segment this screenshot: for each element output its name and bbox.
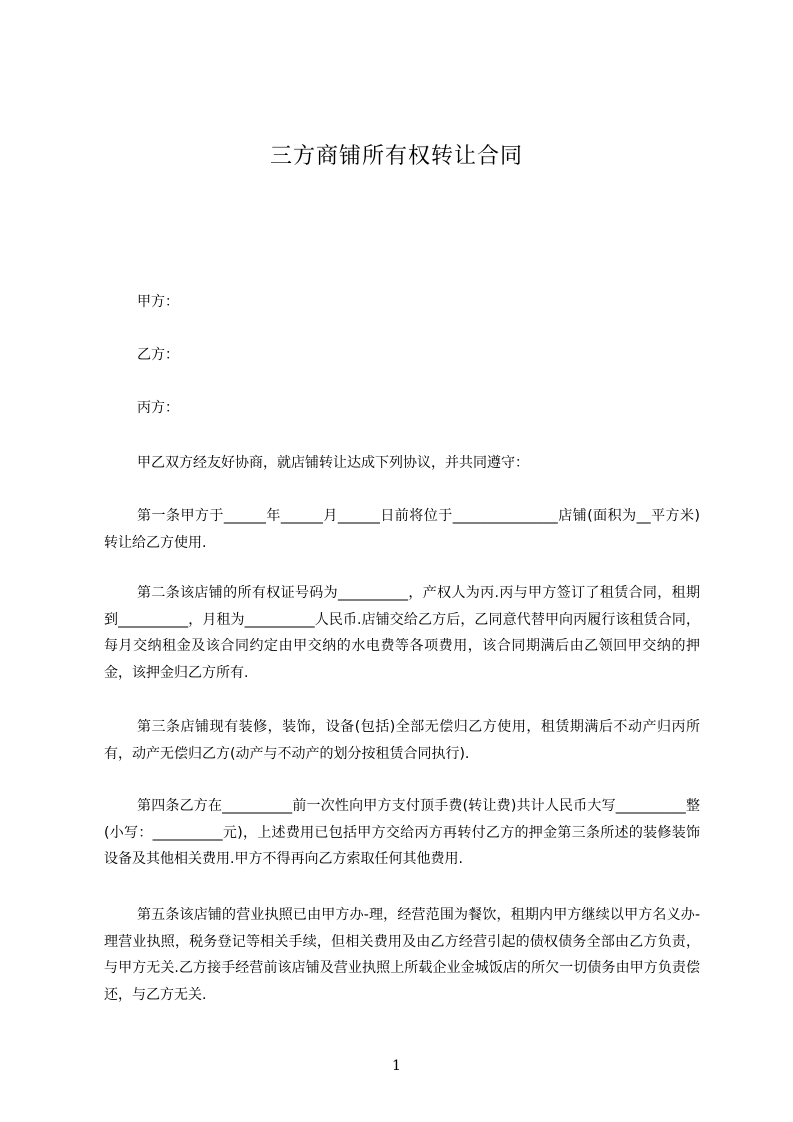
party-a-label: 甲方： [137,294,179,310]
article-3: 第三条店铺现有装修，装饰，设备(包括)全部无偿归乙方使用，租赁期满后不动产归丙所有，动产无偿归乙方(动产与不动产的划分按租赁合同执行). [104,719,700,762]
article-2: 第二条该店铺的所有权证号码为__________，产权人为丙.丙与甲方签订了租赁合同，租期到__________，月租为__________人民币.店铺交给乙方后，乙同意代替甲向丙履行该租赁合同，每月交纳租金及该合同约定由甲交纳的水电费等各项费用，该合同期满后由乙领回甲交纳的押金，该押金归乙方所有. [104,585,700,681]
article-1: 第一条甲方于______年______月______日前将位于_______________店铺(面积为__平方米)转让给乙方使用. [104,508,700,551]
article-4: 第四条乙方在__________前一次性向甲方支付顶手费(转让费)共计人民币大写__________整(小写：__________元)，上述费用已包括甲方交给丙方再转付乙方的押金第三条所述的装修装饰设备及其他相关费用.甲方不得再向乙方索取任何其他费用. [104,798,700,867]
page-number: 1 [392,1058,401,1074]
article-5: 第五条该店铺的营业执照已由甲方办-理，经营范围为餐饮，租期内甲方继续以甲方名义办-理营业执照，税务登记等相关手续，但相关费用及由乙方经营引起的债权债务全部由乙方负责，与甲方无关.乙方接手经营前该店铺及营业执照上所载企业金城饭店的所欠一切债务由甲方负责偿还，与乙方无关. [104,907,700,1003]
party-b-label: 乙方： [137,347,179,363]
intro-paragraph: 甲乙双方经友好协商，就店铺转让达成下列协议，并共同遵守： [137,455,529,471]
party-c-label: 丙方： [137,400,179,416]
document-title: 三方商铺所有权转让合同 [269,144,523,169]
